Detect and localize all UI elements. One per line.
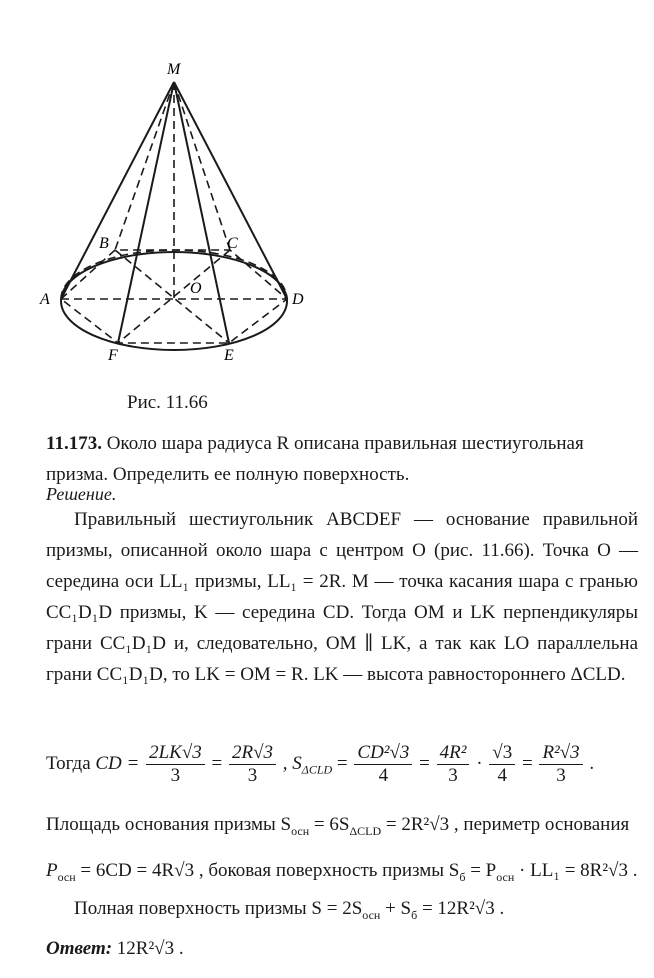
formula-lead: Тогда	[46, 752, 91, 774]
geometry-figure	[0, 0, 654, 380]
fraction-6: $\frac{\text{R²√3}}{3}$	[539, 742, 582, 787]
fraction-4: $\frac{\text{4R²}}{3}$	[437, 742, 470, 787]
label-F: F	[108, 347, 118, 364]
fraction-5: $\frac{√3}{4}$	[489, 742, 515, 787]
figure-caption: Рис. 11.66	[127, 392, 208, 413]
formula-line-1: Тогда CD = $\frac{2LK√3}{3}$ = $\frac{2R√3}{3}$ , $S_{\Delta CLD}$ = $\frac{\text{CD²√3}}{4}$ = $\frac{\text{4R²}}{3}$ · $\frac{√3}{4}$ = $\frac{\text{R²√3}}{3}$ .	[46, 742, 595, 786]
label-O: O	[190, 280, 202, 297]
formula-cd: CD =	[95, 752, 140, 774]
fraction-3: $\frac{\text{CD²√3}}{4}$	[354, 742, 412, 787]
answer-line	[46, 938, 184, 960]
solution-paragraph: Правильный шестиугольник ABCDEF — основание правильной призмы, описанной около шара с центром O (рис. 11.66). Точка O — середина оси LL₁ призмы, LL₁ = 2R. M — точка касания шара с гранью CC₁D₁D призмы, K — середина CD. Тогда OM и LK перпендикуляры грани CC₁D₁D и, следовательно, OM ∥ LK, а так как LO параллельна грани CC₁D₁D, то LK = OM = R. LK — высота равностороннего ΔCLD.	[46, 509, 638, 685]
fraction-2: $\frac{2R√3}{3}$	[229, 742, 276, 787]
answer-label: Ответ:	[46, 938, 113, 959]
cone-edge-left	[61, 82, 174, 299]
label-A: A	[40, 291, 50, 308]
problem-text: Около шара радиуса R описана правильная шестиугольная призма. Определить ее полную поверхность.	[46, 433, 584, 485]
solution-label: Решение.	[46, 484, 117, 504]
label-B: B	[99, 235, 109, 252]
formula-block-2	[46, 808, 642, 894]
answer-value: 12R²√3 .	[116, 938, 184, 959]
base-area-line: Площадь основания призмы $S_{осн} = 6S_{\Delta CLD} = 2R^2√3$ , периметр основания	[46, 814, 630, 838]
problem-statement	[46, 428, 638, 490]
label-E: E	[224, 347, 234, 364]
problem-number: 11.173.	[46, 433, 102, 454]
full-surface-line: Полная поверхность призмы $S = 2S_{осн} + S_б = 12R^2√3$ .	[74, 898, 505, 922]
cone-edge-right	[174, 82, 287, 299]
label-C: C	[227, 235, 238, 252]
label-D: D	[292, 291, 304, 308]
perimeter-line: $P_{осн} = 6CD = 4R√3$ , боковая поверхность призмы $S_б = P_{осн} \cdot LL_1 = 8R^2√3$ .	[46, 859, 638, 884]
edge-ME	[174, 82, 229, 343]
label-M: M	[167, 61, 181, 78]
fraction-1: $\frac{2LK√3}{3}$	[146, 742, 205, 787]
